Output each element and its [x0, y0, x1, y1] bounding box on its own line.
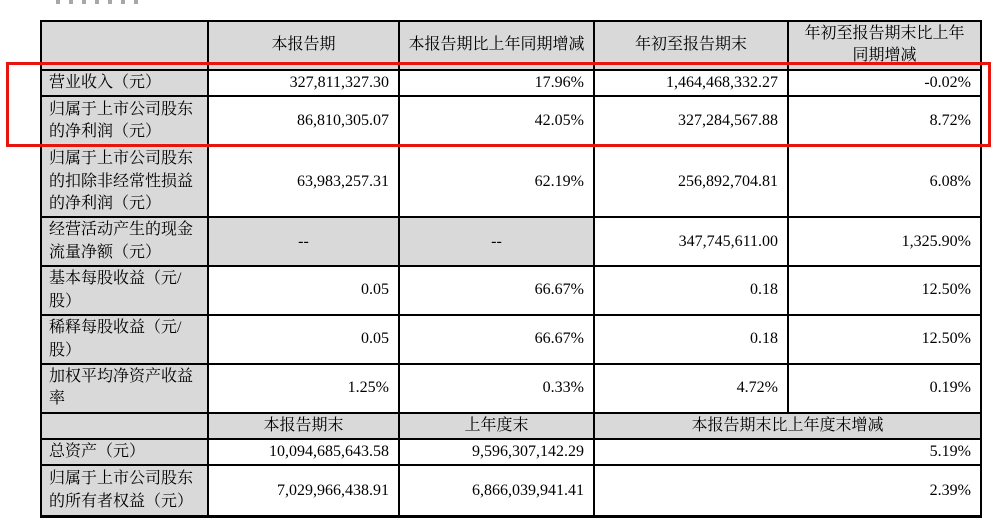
cell-value: 12.50%	[788, 266, 981, 315]
row-label: 归属于上市公司股东的所有者权益（元）	[41, 465, 208, 516]
cell-value: 0.18	[594, 266, 788, 315]
header-cell-prior-year-end: 上年度末	[399, 413, 594, 439]
table-row	[41, 465, 981, 516]
header-cell-period-end-change: 本报告期末比上年度末增减	[594, 413, 981, 439]
cell-value: 0.18	[594, 315, 788, 364]
cell-value: -0.02%	[788, 70, 981, 96]
table-row	[41, 217, 981, 266]
cell-value: 42.05%	[399, 96, 594, 146]
cell-value-na: --	[399, 217, 594, 266]
table-header-row	[41, 21, 981, 70]
table-header-row-2	[41, 413, 981, 439]
cell-value: 1,464,468,332.27	[594, 70, 788, 96]
row-label: 归属于上市公司股东的净利润（元）	[41, 96, 208, 146]
cell-value: 0.05	[208, 315, 399, 364]
header-cell-empty	[41, 21, 208, 70]
table-row	[41, 70, 981, 96]
row-label: 经营活动产生的现金流量净额（元）	[41, 217, 208, 266]
cell-value: 327,284,567.88	[594, 96, 788, 146]
cell-value: 0.19%	[788, 364, 981, 413]
header-cell-empty	[41, 413, 208, 439]
row-label: 稀释每股收益（元/股）	[41, 315, 208, 364]
header-cell-current-period: 本报告期	[208, 21, 399, 70]
cell-value: 1,325.90%	[788, 217, 981, 266]
cell-value: 256,892,704.81	[594, 146, 788, 217]
cell-value-na: --	[208, 217, 399, 266]
cell-value: 12.50%	[788, 315, 981, 364]
cell-value: 9,596,307,142.29	[399, 439, 594, 465]
cell-value: 0.05	[208, 266, 399, 315]
cell-value: 0.33%	[399, 364, 594, 413]
cell-value: 86,810,305.07	[208, 96, 399, 146]
cell-value: 17.96%	[399, 70, 594, 96]
row-label: 总资产（元）	[41, 439, 208, 465]
cell-value: 5.19%	[594, 439, 981, 465]
cell-value: 347,745,611.00	[594, 217, 788, 266]
row-label: 营业收入（元）	[41, 70, 208, 96]
table-row	[41, 146, 981, 217]
cell-value: 4.72%	[594, 364, 788, 413]
table-row	[41, 439, 981, 465]
row-label: 基本每股收益（元/股）	[41, 266, 208, 315]
row-label: 加权平均净资产收益率	[41, 364, 208, 413]
cell-value: 6.08%	[788, 146, 981, 217]
cell-value: 10,094,685,643.58	[208, 439, 399, 465]
table-row	[41, 96, 981, 146]
header-cell-ytd: 年初至报告期末	[594, 21, 788, 70]
cell-value: 66.67%	[399, 266, 594, 315]
cell-value: 1.25%	[208, 364, 399, 413]
cell-value: 7,029,966,438.91	[208, 465, 399, 516]
cell-value: 327,811,327.30	[208, 70, 399, 96]
row-label: 归属于上市公司股东的扣除非经常性损益的净利润（元）	[41, 146, 208, 217]
cell-value: 62.19%	[399, 146, 594, 217]
cell-value: 6,866,039,941.41	[399, 465, 594, 516]
header-cell-period-end: 本报告期末	[208, 413, 399, 439]
table-row	[41, 364, 981, 413]
cell-value: 66.67%	[399, 315, 594, 364]
header-cell-yoy-change: 本报告期比上年同期增减	[399, 21, 594, 70]
cell-value: 8.72%	[788, 96, 981, 146]
cell-value: 63,983,257.31	[208, 146, 399, 217]
table-row	[41, 315, 981, 364]
key-financials-table	[40, 20, 982, 518]
header-cell-ytd-yoy-change: 年初至报告期末比上年同期增减	[788, 21, 981, 70]
clipped-text-fragment	[56, 0, 142, 4]
cell-value: 2.39%	[594, 465, 981, 516]
table-row	[41, 266, 981, 315]
